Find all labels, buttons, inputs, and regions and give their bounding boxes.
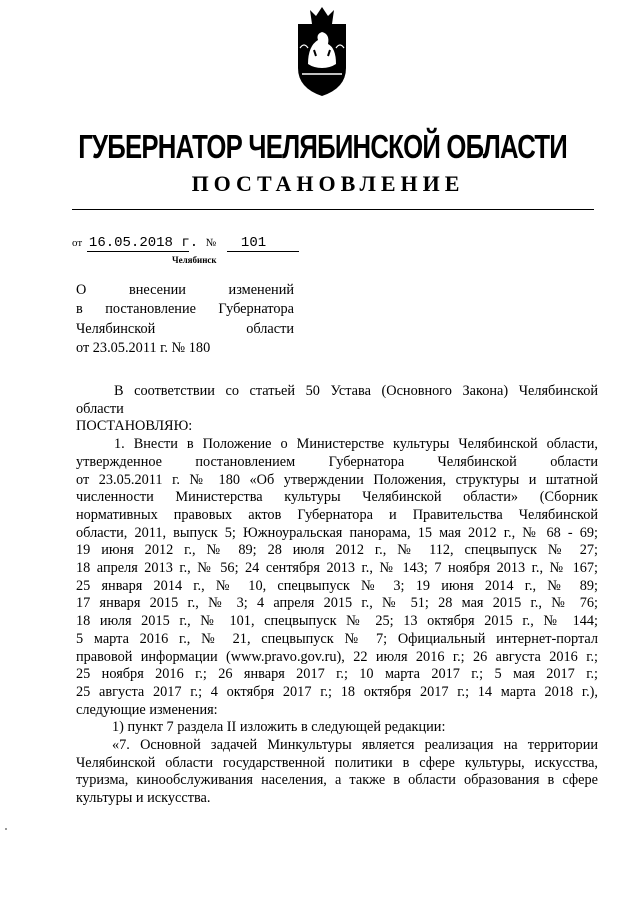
body-line: «7. Основной задачей Минкультуры является реализация на территории xyxy=(112,737,598,754)
subject-line: Челябинской области xyxy=(76,320,294,337)
body-line: нормативных правовых актов Губернатора и Правительства Челябинской xyxy=(76,506,598,523)
number-prefix: № xyxy=(205,237,217,249)
governor-title: ГУБЕРНАТОР ЧЕЛЯБИНСКОЙ ОБЛАСТИ xyxy=(78,128,568,165)
body-line: В соответствии со статьей 50 Устава (Основного Закона) Челябинской xyxy=(114,383,598,399)
document-type-heading: ПОСТАНОВЛЕНИЕ xyxy=(191,171,465,196)
scan-speck xyxy=(5,828,7,830)
body-line: области, 2011, выпуск 5; Южноуральская панорама, 15 мая 2012 г., № 68 - 69; xyxy=(76,524,598,541)
header-divider xyxy=(72,209,594,210)
body-line: ПОСТАНОВЛЯЮ: xyxy=(76,418,193,435)
body-line: туризма, кинообслуживания населения, а также в области образования в сфере xyxy=(76,772,598,789)
body-line: правовой информации (www.pravo.gov.ru), 22 июля 2016 г.; 26 августа 2016 г.; xyxy=(76,648,598,665)
subject-line: О внесении изменений xyxy=(76,282,294,298)
subject-line: от 23.05.2011 г. № 180 xyxy=(76,340,211,357)
body-line: численности Министерства культуры Челябинской области» (Сборник xyxy=(76,489,598,506)
subject-line: в постановление Губернатора xyxy=(76,301,294,318)
body-line: от 23.05.2011 г. № 180 «Об утверждении Положения, структуры и штатной xyxy=(76,471,598,488)
document-number: 101 xyxy=(227,236,299,252)
body-line: культуры и искусства. xyxy=(76,790,211,807)
body-line: 1) пункт 7 раздела II изложить в следующей редакции: xyxy=(112,719,446,736)
body-line: 17 января 2015 г., № 3; 4 апреля 2015 г., № 51; 28 мая 2015 г., № 76; xyxy=(76,595,598,612)
document-subject xyxy=(76,281,294,359)
body-line: 25 августа 2017 г.; 4 октября 2017 г.; 18 октября 2017 г.; 14 марта 2018 г.), xyxy=(76,683,598,700)
document-body xyxy=(76,383,598,808)
body-line: 18 апреля 2013 г., № 56; 24 сентября 2013 г., № 143; 7 ноября 2013 г., № 167; xyxy=(76,560,598,577)
body-line: области xyxy=(76,400,124,417)
chelyabinsk-coat-of-arms-emblem xyxy=(294,4,350,100)
body-line: следующие изменения: xyxy=(76,701,218,718)
body-line: Челябинской области государственной политики в сфере культуры, искусства, xyxy=(76,754,598,771)
date-prefix: от xyxy=(72,237,83,249)
body-line: 25 ноября 2016 г.; 26 января 2017 г.; 10 марта 2017 г.; 5 мая 2017 г.; xyxy=(76,666,598,683)
body-line: 18 июля 2015 г., № 101, спецвыпуск № 25; 13 октября 2015 г., № 144; xyxy=(76,613,598,630)
body-line: 19 июня 2012 г., № 89; 28 июля 2012 г., № 112, спецвыпуск № 27; xyxy=(76,542,598,559)
body-line: 1. Внести в Положение о Министерстве культуры Челябинской области, xyxy=(114,436,598,453)
body-line: 25 января 2014 г., № 10, спецвыпуск № 3; 19 июня 2014 г., № 89; xyxy=(76,577,598,594)
document-date-number-line xyxy=(72,236,299,252)
document-date: 16.05.2018 г. xyxy=(88,235,199,251)
city-label: Челябинск xyxy=(172,255,217,265)
body-line: утвержденное постановлением Губернатора Челябинской области xyxy=(76,453,598,470)
body-line: 5 марта 2016 г., № 21, спецвыпуск № 7; Официальный интернет-портал xyxy=(76,630,598,647)
